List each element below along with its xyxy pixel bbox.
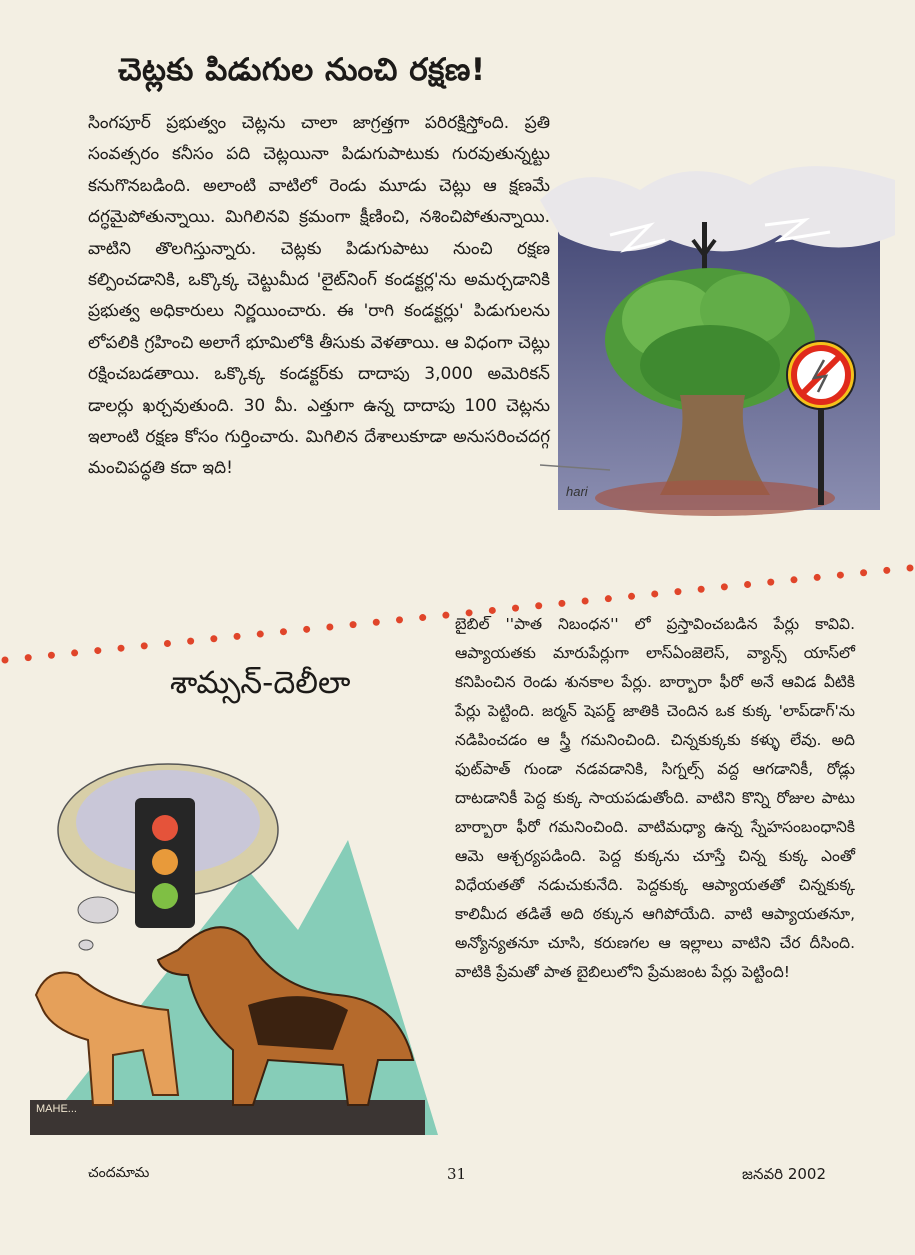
divider-dot (442, 612, 449, 619)
divider-dot (118, 645, 125, 652)
divider-dot (141, 642, 148, 649)
divider-dot (210, 635, 217, 642)
divider-dot (837, 572, 844, 579)
divider-dot (94, 647, 101, 654)
divider-dot (814, 574, 821, 581)
divider-dot (767, 579, 774, 586)
divider-dot (883, 567, 890, 574)
divider-dot (25, 654, 32, 661)
artist-signature-2: MAHE... (36, 1103, 77, 1115)
divider-dot (350, 621, 357, 628)
divider-dot (535, 602, 542, 609)
divider-dot (628, 593, 635, 600)
page-number: 31 (447, 1165, 467, 1183)
article1-body: సింగపూర్ ప్రభుత్వం చెట్లను చాలా జాగ్రత్తగా పరిరక్షిస్తోంది. ప్రతి సంవత్సరం కనీసం పది చెట్లయినా పిడుగుపాటుకు గురవుతున్నట్టు కనుగొనబడింది. అలాంటి వాటిలో రెండు మూడు చెట్లు ఆ క్షణమే దగ్ధమైపోతున్నాయి. మిగిలినవి క్రమంగా క్షీణించి, నశించిపోతున్నాయి. వాటిని తొలగిస్తున్నారు. చెట్లకు పిడుగుపాటు నుంచి రక్షణ కల్పించడానికి, ఒక్కొక్క చెట్టుమీద 'లైట్‌నింగ్ కండక్టర్ల'ను అమర్చడానికి ప్రభుత్వ అధికారులు నిర్ణయించారు. ఈ 'రాగి కండక్టర్లు' పిడుగులను లోపలికి గ్రహించి అలాగే భూమిలోకి తీసుకు వెళతాయి. ఆ విధంగా చెట్లు రక్షించబడతాయి. ఒక్కొక్క కండక్టర్‌కు దాదాపు 3,000 అమెరికన్ డాలర్లు ఖర్చవుతుంది. 30 మీ. ఎత్తుగా ఉన్న దాదాపు 100 చెట్లను ఇలాంటి రక్షణ కోసం గుర్తించారు. మిగిలిన దేశాలుకూడా అనుసరించదగ్గ మంచిపద్ధతి కదా ఇది! (88, 113, 550, 479)
article2-body: బైబిల్ ''పాత నిబంధన'' లో ప్రస్తావించబడిన పేర్లు కావివి. ఆప్యాయతకు మారుపేర్లుగా లాస్‌ఏంజెలెస్, వ్యాన్స్ యాస్‌లో కనిపించిన రెండు శునకాల పేర్లు. బార్బారా ఫీరో అనే ఆవిడ వీటికి పేర్లు పెట్టింది. జర్మన్ షెపర్డ్ జాతికి చెందిన ఒక కుక్క 'లాప్‌డాగ్'ను నడిపించడం ఆ స్త్రీ గమనించింది. చిన్నకుక్కకు కళ్ళు లేవు. అది ఫుట్‌పాత్ గుండా నడవడానికి, సిగ్నల్స్ వద్ద ఆగడానికీ, రోడ్లు దాటడానికీ పెద్ద కుక్క సాయపడుతోంది. వాటిని కొన్ని రోజుల పాటు బార్బారా ఫీరో గమనించింది. వాటిమధ్యా ఉన్న స్నేహసంబంధానికి ఆమె ఆశ్చర్యపడింది. పెద్ద కుక్కను చూస్తే చిన్న కుక్క ఎంతో విధేయతతో నడుచుకునేది. పెద్దకుక్క ఆప్యాయతతో చిన్నకుక్క కాలిమీద తడితే అది ఠక్కున ఆగిపోయేది. వాటి ఆప్యాయతనూ, అన్యోన్యతనూ చూసి, కరుణగల ఆ ఇల్లాలు వాటిని చేర దీసింది. వాటికి ప్రేమతో పాత బైబిలులోని ప్రేమజంట పేర్లు పెట్టింది! (455, 615, 855, 981)
divider-dot (164, 640, 171, 647)
divider-dot (280, 628, 287, 635)
artist-signature-1: hari (566, 484, 588, 499)
divider-dot (187, 638, 194, 645)
divider-dot (373, 619, 380, 626)
divider-dot (419, 614, 426, 621)
divider-dot (71, 649, 78, 656)
divider-dot (674, 588, 681, 595)
divider-dot (257, 631, 264, 638)
divider-dot (605, 595, 612, 602)
divider-dot (907, 565, 914, 572)
divider-dot (558, 600, 565, 607)
divider-dot (744, 581, 751, 588)
divider-dot (860, 569, 867, 576)
dogs-traffic-light-illustration (18, 760, 438, 1150)
divider-dot (790, 576, 797, 583)
divider-dot (721, 583, 728, 590)
divider-dot (582, 598, 589, 605)
article1-title: చెట్లకు పిడుగుల నుంచి రక్షణ! (118, 52, 486, 88)
divider-dot (651, 590, 658, 597)
divider-dot (2, 657, 9, 664)
divider-dot (698, 586, 705, 593)
divider-dot (396, 616, 403, 623)
footer-issue-date: జనవరి 2002 (742, 1165, 826, 1183)
article2-title: శామ్సన్-దెలీలా (170, 665, 351, 701)
footer-magazine-name: చందమామ (88, 1165, 150, 1181)
divider-dot (326, 623, 333, 630)
divider-dot (48, 652, 55, 659)
divider-dot (303, 626, 310, 633)
tree-lightning-illustration (540, 140, 895, 540)
divider-dot (234, 633, 241, 640)
